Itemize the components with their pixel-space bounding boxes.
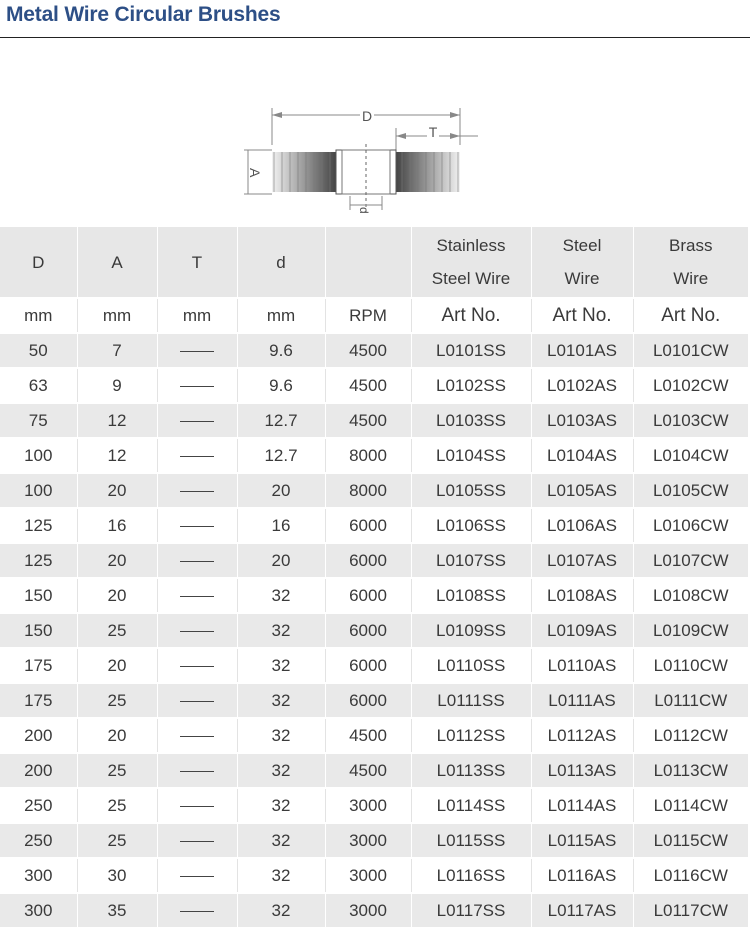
table-cell xyxy=(157,368,237,403)
table-cell: 35 xyxy=(77,893,157,928)
table-cell xyxy=(157,788,237,823)
table-cell: 12 xyxy=(77,438,157,473)
header-label: Brass xyxy=(669,236,713,255)
table-cell: 25 xyxy=(77,753,157,788)
table-cell: 4500 xyxy=(325,753,411,788)
table-row xyxy=(0,683,748,718)
table-cell: 12 xyxy=(77,403,157,438)
table-cell: 75 xyxy=(0,403,77,438)
table-cell: L0116SS xyxy=(411,858,531,893)
table-row xyxy=(0,508,748,543)
table-cell: L0116CW xyxy=(633,858,748,893)
table-cell: 300 xyxy=(0,893,77,928)
table-cell: 20 xyxy=(77,543,157,578)
table-cell: 12.7 xyxy=(237,438,325,473)
table-cell xyxy=(157,543,237,578)
header-label: Steel Wire xyxy=(431,269,511,288)
table-cell: L0112SS xyxy=(411,718,531,753)
table-cell: L0105CW xyxy=(633,473,748,508)
table-cell: 30 xyxy=(77,858,157,893)
table-cell xyxy=(157,753,237,788)
header-cell xyxy=(633,227,748,298)
dash-mark xyxy=(180,561,214,562)
table-cell: 175 xyxy=(0,683,77,718)
table-cell: 100 xyxy=(0,438,77,473)
table-cell: L0111SS xyxy=(411,683,531,718)
table-cell: 4500 xyxy=(325,368,411,403)
table-cell: 32 xyxy=(237,858,325,893)
table-cell xyxy=(157,403,237,438)
table-cell xyxy=(157,648,237,683)
table-cell: 20 xyxy=(77,648,157,683)
table-cell: 16 xyxy=(237,508,325,543)
table-cell: 32 xyxy=(237,648,325,683)
table-cell: 200 xyxy=(0,718,77,753)
table-row xyxy=(0,473,748,508)
table-cell: L0107CW xyxy=(633,543,748,578)
table-cell: L0117SS xyxy=(411,893,531,928)
dash-mark xyxy=(180,596,214,597)
table-cell: L0115CW xyxy=(633,823,748,858)
brush-spec-table xyxy=(0,227,748,929)
dash-mark xyxy=(180,876,214,877)
table-cell: L0103AS xyxy=(531,403,633,438)
table-cell: L0109SS xyxy=(411,613,531,648)
table-cell: 32 xyxy=(237,788,325,823)
table-cell: 6000 xyxy=(325,683,411,718)
table-cell: L0103CW xyxy=(633,403,748,438)
header-label: T xyxy=(191,252,203,272)
table-cell: 150 xyxy=(0,613,77,648)
table-cell: 4500 xyxy=(325,403,411,438)
table-cell: L0117AS xyxy=(531,893,633,928)
header-label: d xyxy=(276,252,286,272)
unit-cell: RPM xyxy=(325,298,411,333)
table-cell: L0110AS xyxy=(531,648,633,683)
table-row xyxy=(0,368,748,403)
dash-mark xyxy=(180,806,214,807)
table-cell: 3000 xyxy=(325,823,411,858)
header-cell xyxy=(237,227,325,298)
header-label: Steel xyxy=(562,236,602,255)
header-row-units xyxy=(0,298,748,333)
table-cell: 32 xyxy=(237,683,325,718)
dash-mark xyxy=(180,666,214,667)
table-cell: L0104AS xyxy=(531,438,633,473)
table-cell: L0114AS xyxy=(531,788,633,823)
table-cell: L0107SS xyxy=(411,543,531,578)
table-cell: 32 xyxy=(237,823,325,858)
table-cell: L0113AS xyxy=(531,753,633,788)
table-cell: 250 xyxy=(0,823,77,858)
table-cell: L0105SS xyxy=(411,473,531,508)
table-cell: L0102CW xyxy=(633,368,748,403)
table-cell: L0113CW xyxy=(633,753,748,788)
table-cell: L0111AS xyxy=(531,683,633,718)
table-row xyxy=(0,753,748,788)
dash-mark xyxy=(180,841,214,842)
header-row-labels xyxy=(0,227,748,298)
table-cell: 175 xyxy=(0,648,77,683)
table-cell xyxy=(157,718,237,753)
table-cell xyxy=(157,438,237,473)
table-cell: L0109AS xyxy=(531,613,633,648)
dash-mark xyxy=(180,701,214,702)
header-label: Wire xyxy=(673,269,709,288)
table-cell: 32 xyxy=(237,718,325,753)
table-cell: L0110CW xyxy=(633,648,748,683)
diagram-label-t: T xyxy=(428,124,438,140)
table-cell xyxy=(157,613,237,648)
table-row xyxy=(0,858,748,893)
table-cell: L0114SS xyxy=(411,788,531,823)
table-cell: L0103SS xyxy=(411,403,531,438)
table-cell xyxy=(157,823,237,858)
table-cell: 6000 xyxy=(325,578,411,613)
table-cell: L0115SS xyxy=(411,823,531,858)
table-cell: 8000 xyxy=(325,473,411,508)
header-cell xyxy=(157,227,237,298)
table-cell: L0102SS xyxy=(411,368,531,403)
dash-mark xyxy=(180,456,214,457)
table-cell: 32 xyxy=(237,753,325,788)
header-label: A xyxy=(111,252,123,272)
table-cell xyxy=(157,473,237,508)
header-cell xyxy=(411,227,531,298)
brush-dimension-diagram xyxy=(238,100,498,220)
table-cell: L0112AS xyxy=(531,718,633,753)
table-cell: 125 xyxy=(0,543,77,578)
table-cell: 32 xyxy=(237,578,325,613)
dash-mark xyxy=(180,771,214,772)
table-cell: L0111CW xyxy=(633,683,748,718)
table-cell: 16 xyxy=(77,508,157,543)
table-cell: L0106AS xyxy=(531,508,633,543)
header-label: D xyxy=(32,252,45,272)
unit-cell: Art No. xyxy=(411,298,531,333)
dash-mark xyxy=(180,421,214,422)
table-cell: 20 xyxy=(77,473,157,508)
table-row xyxy=(0,333,748,368)
table-row xyxy=(0,403,748,438)
table-row xyxy=(0,823,748,858)
table-cell: 200 xyxy=(0,753,77,788)
table-cell: 25 xyxy=(77,788,157,823)
table-cell: L0107AS xyxy=(531,543,633,578)
dash-mark xyxy=(180,736,214,737)
table-cell xyxy=(157,858,237,893)
table-cell: 6000 xyxy=(325,508,411,543)
table-cell: 50 xyxy=(0,333,77,368)
table-cell: 9 xyxy=(77,368,157,403)
header-cell xyxy=(531,227,633,298)
table-cell: 20 xyxy=(237,473,325,508)
table-cell: 300 xyxy=(0,858,77,893)
diagram-label-a: A xyxy=(247,168,263,178)
table-cell: 20 xyxy=(77,578,157,613)
table-cell: 250 xyxy=(0,788,77,823)
header-label: Wire xyxy=(564,269,600,288)
table-row xyxy=(0,578,748,613)
table-cell: L0102AS xyxy=(531,368,633,403)
header-label: Stainless xyxy=(436,236,506,255)
table-cell: L0114CW xyxy=(633,788,748,823)
table-cell: L0106SS xyxy=(411,508,531,543)
table-cell: 3000 xyxy=(325,893,411,928)
table-cell: L0115AS xyxy=(531,823,633,858)
table-cell: 63 xyxy=(0,368,77,403)
dash-mark xyxy=(180,911,214,912)
table-cell: L0101CW xyxy=(633,333,748,368)
header-cell xyxy=(77,227,157,298)
table-cell: L0109CW xyxy=(633,613,748,648)
table-cell: L0108SS xyxy=(411,578,531,613)
table-cell: L0104CW xyxy=(633,438,748,473)
dash-mark xyxy=(180,386,214,387)
table-cell: 6000 xyxy=(325,543,411,578)
table-cell: L0110SS xyxy=(411,648,531,683)
dash-mark xyxy=(180,631,214,632)
unit-cell: mm xyxy=(237,298,325,333)
table-cell xyxy=(157,683,237,718)
table-row xyxy=(0,648,748,683)
table-cell xyxy=(157,893,237,928)
table-row xyxy=(0,718,748,753)
unit-cell: mm xyxy=(157,298,237,333)
dash-mark xyxy=(180,491,214,492)
table-cell: 7 xyxy=(77,333,157,368)
table-row xyxy=(0,613,748,648)
dash-mark xyxy=(180,526,214,527)
table-cell: L0104SS xyxy=(411,438,531,473)
unit-cell: Art No. xyxy=(531,298,633,333)
unit-cell: Art No. xyxy=(633,298,748,333)
table-row xyxy=(0,438,748,473)
table-cell: 6000 xyxy=(325,648,411,683)
table-cell: 125 xyxy=(0,508,77,543)
table-cell: L0105AS xyxy=(531,473,633,508)
table-cell: 4500 xyxy=(325,333,411,368)
table-cell: L0116AS xyxy=(531,858,633,893)
table-cell xyxy=(157,578,237,613)
header-cell xyxy=(325,227,411,298)
table-row xyxy=(0,788,748,823)
header-cell xyxy=(0,227,77,298)
table-cell: L0108CW xyxy=(633,578,748,613)
table-row xyxy=(0,543,748,578)
page-title: Metal Wire Circular Brushes xyxy=(6,3,281,26)
unit-cell: mm xyxy=(0,298,77,333)
table-cell: 25 xyxy=(77,613,157,648)
table-cell: 100 xyxy=(0,473,77,508)
table-cell: L0108AS xyxy=(531,578,633,613)
table-cell: L0106CW xyxy=(633,508,748,543)
table-cell: 25 xyxy=(77,683,157,718)
table-cell: 32 xyxy=(237,613,325,648)
table-cell: 25 xyxy=(77,823,157,858)
table-cell: L0101SS xyxy=(411,333,531,368)
table-cell: 150 xyxy=(0,578,77,613)
table-cell: 20 xyxy=(77,718,157,753)
table-cell: 20 xyxy=(237,543,325,578)
table-cell: 8000 xyxy=(325,438,411,473)
table-cell: 6000 xyxy=(325,613,411,648)
dash-mark xyxy=(180,351,214,352)
table-cell: L0101AS xyxy=(531,333,633,368)
table-row xyxy=(0,893,748,928)
diagram-label-d-upper: D xyxy=(361,108,373,124)
table-cell: 9.6 xyxy=(237,368,325,403)
unit-cell: mm xyxy=(77,298,157,333)
table-cell: 12.7 xyxy=(237,403,325,438)
table-cell: L0117CW xyxy=(633,893,748,928)
table-cell: 4500 xyxy=(325,718,411,753)
table-cell: 3000 xyxy=(325,858,411,893)
table-cell: 32 xyxy=(237,893,325,928)
table-cell: L0113SS xyxy=(411,753,531,788)
diagram-label-d-lower: d xyxy=(357,207,371,214)
table-cell xyxy=(157,508,237,543)
table-cell: L0112CW xyxy=(633,718,748,753)
table-cell: 9.6 xyxy=(237,333,325,368)
table-cell: 3000 xyxy=(325,788,411,823)
table-cell xyxy=(157,333,237,368)
title-divider xyxy=(0,37,750,38)
